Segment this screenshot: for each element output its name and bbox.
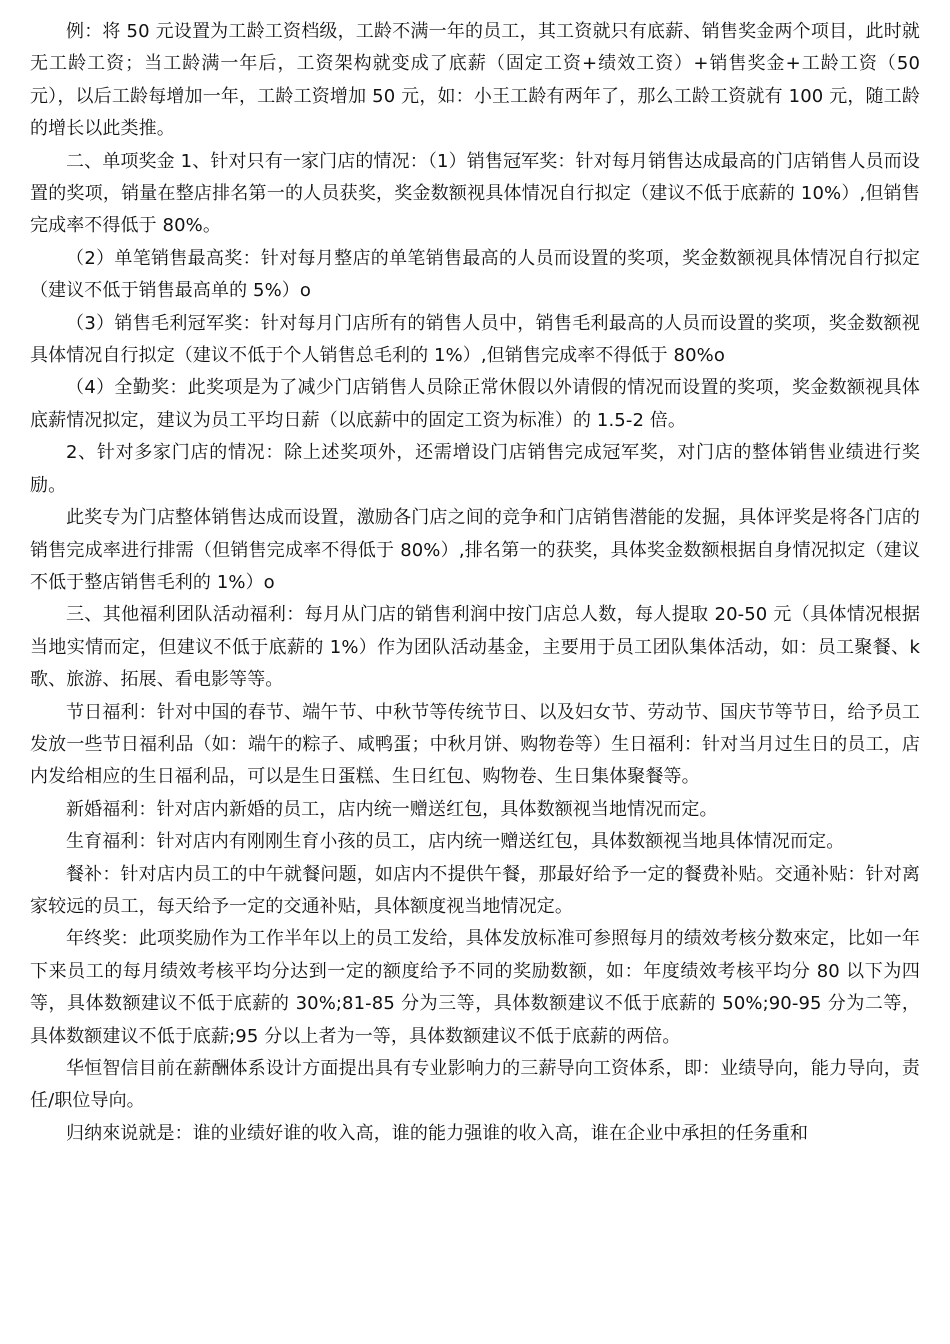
paragraph-summary: 归纳來说就是：谁的业绩好谁的收入高，谁的能力强谁的收入高，谁在企业中承担的任务重和	[66, 1122, 809, 1144]
paragraph-seniority-pay-example: 例：将 50 元设置为工龄工资档级，工龄不满一年的员工，其工资就只有底薪、销售奖金两个项目，此时就无工龄工资；当工龄满一年后，工资架构就变成了底薪（固定工资+绩效工资）+销售奖金+工龄工资（50 元），以后工龄每增加一年，工龄工资增加 50 元，如：小王工龄有两年了，那么工龄工资就有 100 元，随工龄的增长以此类推。	[30, 21, 920, 140]
paragraph-single-bonus-sales-champion: 二、单项奖金 1、针对只有一家门店的情况：（1）销售冠军奖：针对每月销售达成最高的门店销售人员而设置的奖项，销量在整店排名第一的人员获奖，奖金数额视具体情况自行拟定（建议不低于底薪的 10%）,但销售完成率不得低于 80%。	[30, 150, 920, 237]
paragraph-full-attendance-award: （4）全勤奖：此奖项是为了减少门店销售人员除正常休假以外请假的情况而设置的奖项，奖金数额视具体底薪情况拟定，建议为员工平均日薪（以底薪中的固定工资为标准）的 1.5-2 倍。	[30, 377, 920, 431]
paragraph-meal-transport-allowance: 餐补：针对店内员工的中午就餐问题，如店内不提供午餐，那最好给予一定的餐费补贴。交通补贴：针对离家较远的员工，每天给予一定的交通补贴，具体额度视当地情况定。	[30, 863, 920, 917]
paragraph-year-end-bonus: 年终奖：此项奖励作为工作半年以上的员工发给，具体发放标准可参照每月的绩效考核分数來定，比如一年下来员工的每月绩效考核平均分达到一定的额度给予不同的奖励数额，如：年度绩效考核平均分 80 以下为四等，具体数额建议不低于底薪的 30%;81-85 分为三等，具体数额建议不低于底薪的 50%;90-95 分为二等，具体数额建议不低于底薪;95 分以上者为一等，具体数额建议不低于底薪的两倍。	[30, 928, 920, 1047]
paragraph-wedding-welfare: 新婚福利：针对店内新婚的员工，店内统一赠送红包，具体数额视当地情况而定。	[66, 798, 718, 820]
paragraph-childbirth-welfare: 生育福利：针对店内有刚刚生育小孩的员工，店内统一赠送红包，具体数额视当地具体情况而定。	[66, 831, 845, 853]
document-body	[30, 16, 920, 1150]
paragraph-team-activity-welfare: 三、其他福利团队活动福利：每月从门店的销售利润中按门店总人数，每人提取 20-50 元（具体情况根据当地实情而定，但建议不低于底薪的 1%）作为团队活动基金，主要用于员工团队集体活动，如：员工聚餐、k 歌、旅游、拓展、看电影等等。	[30, 604, 920, 691]
paragraph-store-completion-award: 此奖专为门店整体销售达成而设置，激励各门店之间的竞争和门店销售潜能的发掘，具体评奖是将各门店的销售完成率进行排需（但销售完成率不得低于 80%）,排名第一的获奖，具体奖金数额根据自身情况拟定（建议不低于整店销售毛利的 1%）o	[30, 507, 920, 593]
paragraph-three-salary-orientation: 华恒智信目前在薪酬体系设计方面提出具有专业影响力的三薪导向工资体系，即：业绩导向，能力导向，责任/职位导向。	[30, 1058, 920, 1112]
paragraph-holiday-birthday-welfare: 节日福利：针对中国的春节、端午节、中秋节等传统节日、以及妇女节、劳动节、国庆节等节日，给予员工发放一些节日福利品（如：端午的粽子、咸鸭蛋；中秋月饼、购物卷等）生日福利：针对当月过生日的员工，店内发给相应的生日福利品，可以是生日蛋糕、生日红包、购物卷、生日集体聚餐等。	[30, 701, 920, 788]
paragraph-gross-profit-champion-award: （3）销售毛利冠军奖：针对每月门店所有的销售人员中，销售毛利最高的人员而设置的奖项，奖金数额视具体情况自行拟定（建议不低于个人销售总毛利的 1%）,但销售完成率不得低于 80%o	[30, 312, 920, 367]
paragraph-multi-store-case: 2、针对多家门店的情况：除上述奖项外，还需增设门店销售完成冠军奖，对门店的整体销售业绩进行奖励。	[30, 442, 920, 496]
paragraph-single-order-highest-award: （2）单笔销售最高奖：针对每月整店的单笔销售最高的人员而设置的奖项，奖金数额视具体情况自行拟定（建议不低于销售最高单的 5%）o	[30, 247, 920, 302]
